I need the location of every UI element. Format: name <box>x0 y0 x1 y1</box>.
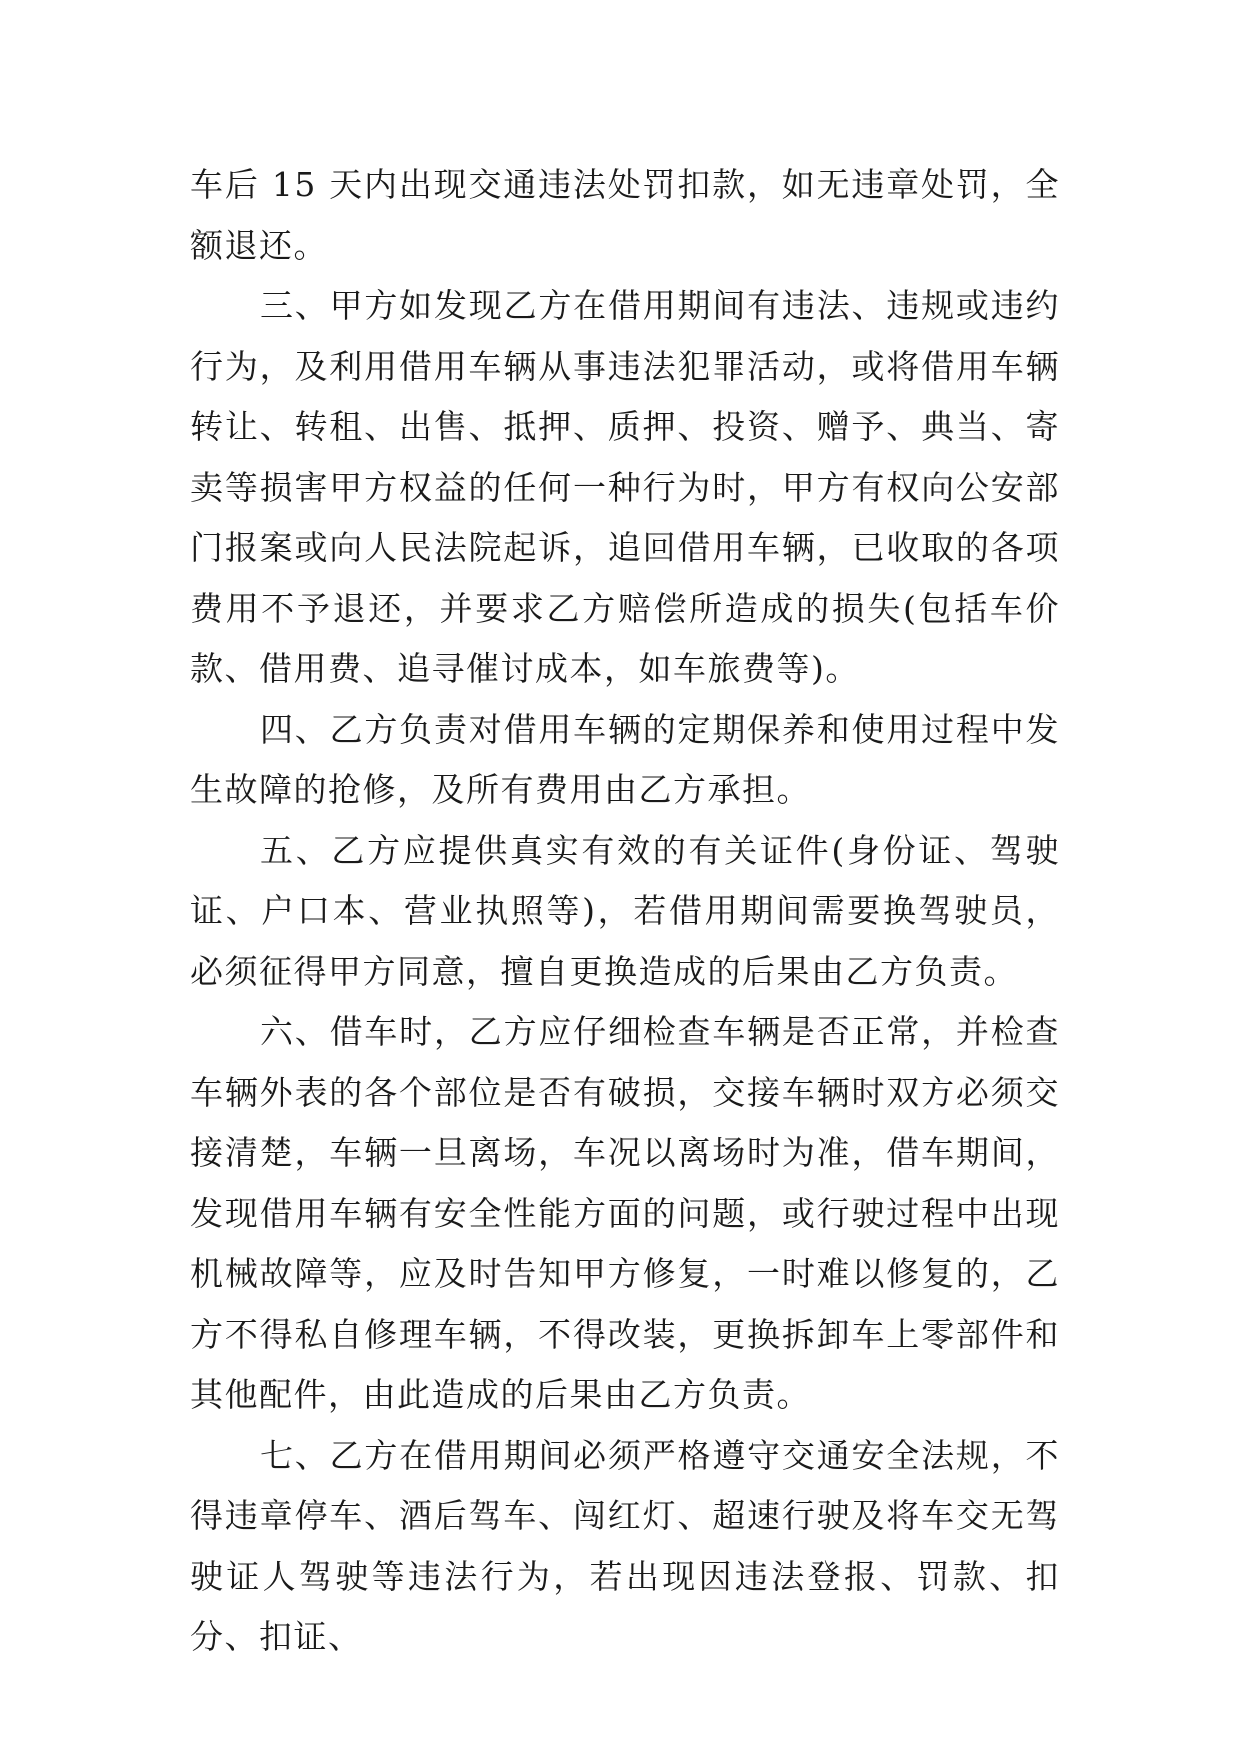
paragraph-clause-5: 五、乙方应提供真实有效的有关证件(身份证、驾驶证、户口本、营业执照等)，若借用期间需要换驾驶员，必须征得甲方同意，擅自更换造成的后果由乙方负责。 <box>190 830 1060 991</box>
paragraph-clause-4: 四、乙方负责对借用车辆的定期保养和使用过程中发生故障的抢修，及所有费用由乙方承担。 <box>190 709 1060 809</box>
paragraph-clause-7: 七、乙方在借用期间必须严格遵守交通安全法规，不得违章停车、酒后驾车、闯红灯、超速行驶及将车交无驾驶证人驾驶等违法行为，若出现因违法登报、罚款、扣分、扣证、 <box>190 1435 1060 1656</box>
paragraph-clause-6: 六、借车时，乙方应仔细检查车辆是否正常，并检查车辆外表的各个部位是否有破损，交接车辆时双方必须交接清楚，车辆一旦离场，车况以离场时为准，借车期间，发现借用车辆有安全性能方面的问题，或行驶过程中出现机械故障等，应及时告知甲方修复，一时难以修复的，乙方不得私自修理车辆，不得改装，更换拆卸车上零部件和其他配件，由此造成的后果由乙方负责。 <box>190 1012 1060 1414</box>
paragraph-clause-3: 三、甲方如发现乙方在借用期间有违法、违规或违约行为，及利用借用车辆从事违法犯罪活动，或将借用车辆转让、转租、出售、抵押、质押、投资、赠予、典当、寄卖等损害甲方权益的任何一种行为时，甲方有权向公安部门报案或向人民法院起诉，追回借用车辆，已收取的各项费用不予退还，并要求乙方赔偿所造成的损失(包括车价款、借用费、追寻催讨成本，如车旅费等)。 <box>190 286 1060 688</box>
document-page <box>190 155 1060 1668</box>
paragraph-continued: 车后 15 天内出现交通违法处罚扣款，如无违章处罚，全额退还。 <box>190 165 1060 265</box>
